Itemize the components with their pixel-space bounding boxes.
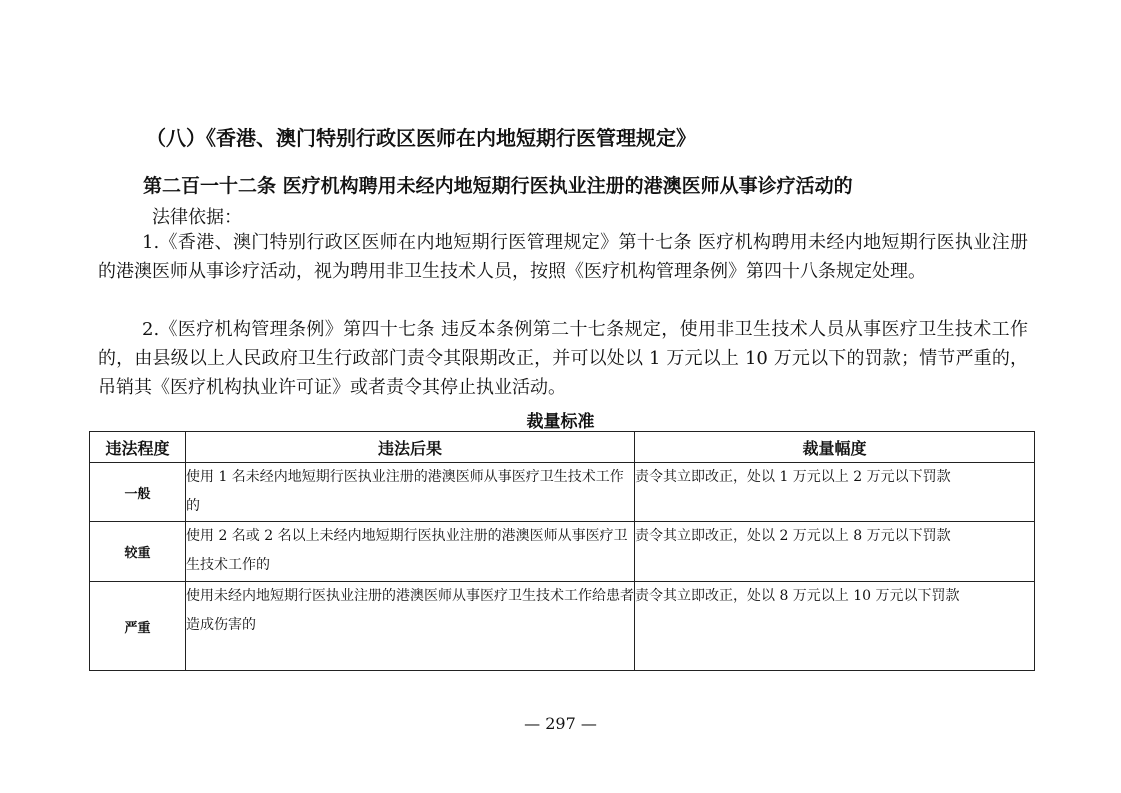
table-header-row: [90, 432, 1035, 463]
page-number: — 297 —: [524, 714, 597, 733]
violation-level-cell: 严重: [90, 582, 186, 671]
header-penalty-range: 裁量幅度: [635, 432, 1035, 463]
violation-level-cell: 一般: [90, 463, 186, 522]
header-violation-consequence: 违法后果: [186, 432, 635, 463]
violation-level-cell: 较重: [90, 522, 186, 582]
header-violation-level: 违法程度: [90, 432, 186, 463]
violation-consequence-cell: 使用未经内地短期行医执业注册的港澳医师从事医疗卫生技术工作给患者造成伤害的: [186, 582, 635, 671]
article-title: 第二百一十二条 医疗机构聘用未经内地短期行医执业注册的港澳医师从事诊疗活动的: [143, 175, 853, 197]
penalty-range-cell: 责令其立即改正，处以 2 万元以上 8 万元以下罚款: [635, 522, 1035, 582]
legal-basis-paragraph-1: 1.《香港、澳门特别行政区医师在内地短期行医管理规定》第十七条 医疗机构聘用未经内地短期行医执业注册的港澳医师从事诊疗活动，视为聘用非卫生技术人员，按照《医疗机构管理条例》第四十八条规定处理。: [98, 232, 1028, 282]
violation-consequence-cell: 使用 1 名未经内地短期行医执业注册的港澳医师从事医疗卫生技术工作的: [186, 463, 635, 522]
legal-basis-label: 法律依据：: [152, 207, 242, 228]
table-row: [90, 463, 1035, 522]
table-row: [90, 522, 1035, 582]
discretion-standards-table: [89, 431, 1035, 671]
penalty-range-cell: 责令其立即改正，处以 8 万元以上 10 万元以下罚款: [635, 582, 1035, 671]
penalty-range-cell: 责令其立即改正，处以 1 万元以上 2 万元以下罚款: [635, 463, 1035, 522]
legal-basis-paragraph-2: 2.《医疗机构管理条例》第四十七条 违反本条例第二十七条规定，使用非卫生技术人员从事医疗卫生技术工作的，由县级以上人民政府卫生行政部门责令其限期改正，并可以处以 1 万元以上 10 万元以下的罚款；情节严重的，吊销其《医疗机构执业许可证》或者责令其停止执业活动。: [98, 319, 1028, 398]
violation-consequence-cell: 使用 2 名或 2 名以上未经内地短期行医执业注册的港澳医师从事医疗卫生技术工作的: [186, 522, 635, 582]
table-caption: 裁量标准: [526, 412, 595, 432]
section-heading: （八）《香港、澳门特别行政区医师在内地短期行医管理规定》: [146, 126, 696, 150]
table-row: [90, 582, 1035, 671]
